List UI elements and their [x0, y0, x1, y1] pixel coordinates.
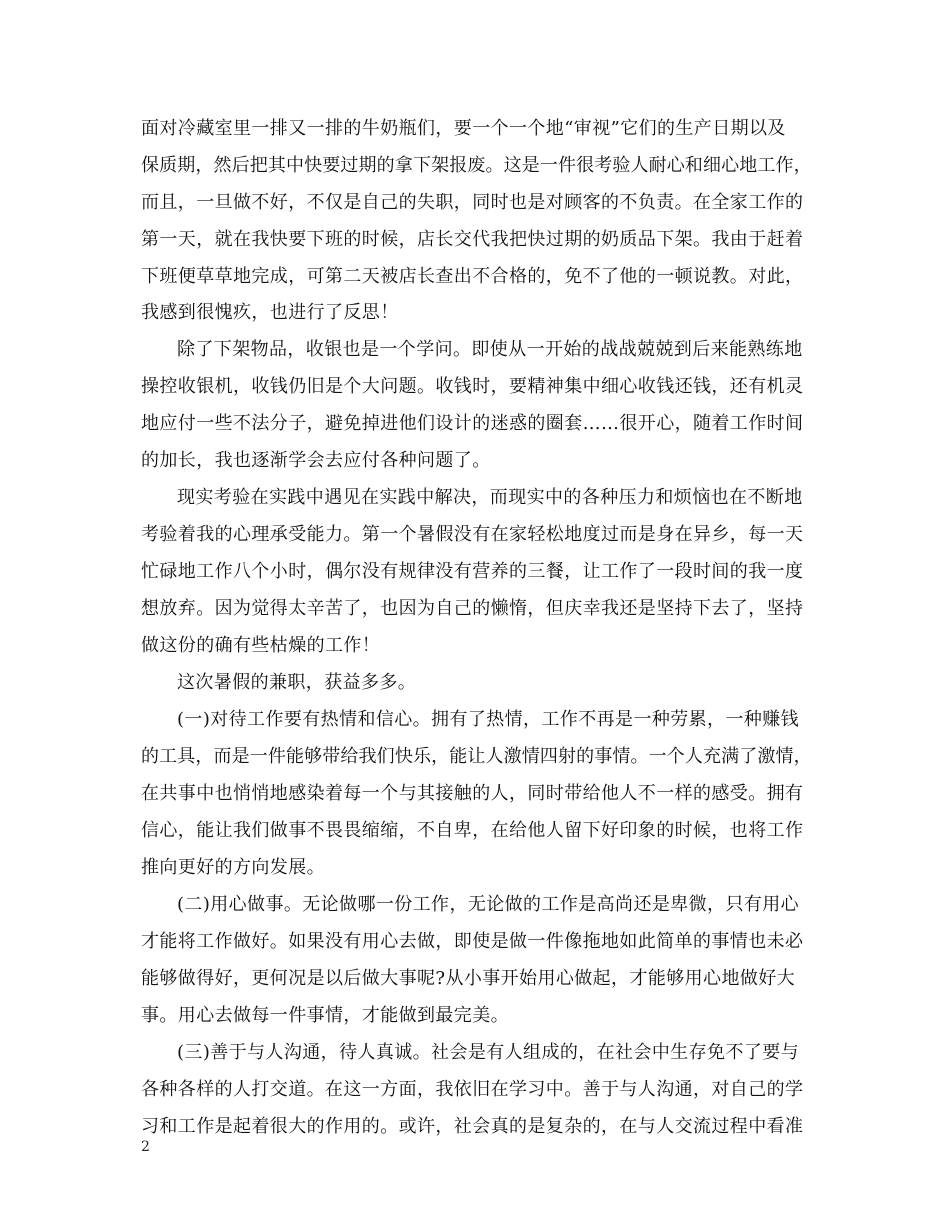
- text-line: 而且，一旦做不好，不仅是自己的失职，同时也是对顾客的不负责。在全家工作的: [141, 192, 804, 213]
- text-line: 的加长，我也逐渐学会去应付各种问题了。: [141, 450, 491, 471]
- paragraph-first-line: (二)用心做事。无论做哪一份工作，无论做的工作是高尚还是卑微，只有用心: [177, 894, 800, 915]
- text-line: 的工具，而是一件能够带给我们快乐，能让人激情四射的事情。一个人充满了激情，: [141, 746, 812, 767]
- text-line: 信心，能让我们做事不畏畏缩缩，不自卑，在给他人留下好印象的时候，也将工作: [141, 820, 804, 841]
- text-line: 操控收银机，收钱仍旧是个大问题。收钱时，要精神集中细心收钱还钱，还有机灵: [141, 376, 804, 397]
- paragraph-first-line: 这次暑假的兼职，获益多多。: [177, 672, 417, 693]
- text-line: 下班便草草地完成，可第二天被店长查出不合格的，免不了他的一顿说教。对此，: [141, 266, 804, 287]
- paragraph-first-line: 现实考验在实践中遇见在实践中解决，而现实中的各种压力和烦恼也在不断地: [177, 487, 803, 508]
- text-line: 想放弃。因为觉得太辛苦了，也因为自己的懒惰，但庆幸我还是坚持下去了，坚持: [141, 598, 804, 619]
- page-number: 2: [141, 1139, 150, 1155]
- text-line: 做这份的确有些枯燥的工作！: [141, 635, 381, 656]
- text-line: 我感到很愧疚，也进行了反思！: [141, 302, 399, 323]
- paragraph-first-line: (三)善于与人沟通，待人真诚。社会是有人组成的，在社会中生存免不了要与: [177, 1042, 800, 1063]
- text-line: 事。用心去做每一件事情，才能做到最完美。: [141, 1005, 509, 1026]
- text-line: 保质期，然后把其中快要过期的拿下架报废。这是一件很考验人耐心和细心地工作，: [141, 155, 812, 176]
- text-line: 面对冷藏室里一排又一排的牛奶瓶们，要一个一个地“审视”它们的生产日期以及: [141, 118, 786, 139]
- text-line: 能够做得好，更何况是以后做大事呢?从小事开始用心做起，才能够用心地做好大: [141, 968, 796, 989]
- text-line: 推向更好的方向发展。: [141, 857, 325, 878]
- text-line: 考验着我的心理承受能力。第一个暑假没有在家轻松地度过而是身在异乡，每一天: [141, 524, 804, 545]
- text-line: 习和工作是起着很大的作用的。或许，社会真的是复杂的，在与人交流过程中看准: [141, 1116, 804, 1137]
- paragraph-first-line: (一)对待工作要有热情和信心。拥有了热情，工作不再是一种劳累，一种赚钱: [177, 709, 800, 730]
- text-line: 各种各样的人打交道。在这一方面，我依旧在学习中。善于与人沟通，对自己的学: [141, 1079, 804, 1100]
- text-line: 地应付一些不法分子，避免掉进他们设计的迷惑的圈套……很开心，随着工作时间: [141, 413, 804, 434]
- text-line: 忙碌地工作八个小时，偶尔没有规律没有营养的三餐，让工作了一段时间的我一度: [141, 561, 804, 582]
- text-line: 第一天，就在我快要下班的时候，店长交代我把快过期的奶质品下架。我由于赶着: [141, 229, 804, 250]
- paragraph-first-line: 除了下架物品，收银也是一个学问。即使从一开始的战战兢兢到后来能熟练地: [177, 339, 803, 360]
- text-line: 在共事中也悄悄地感染着每一个与其接触的人，同时带给他人不一样的感受。拥有: [141, 783, 804, 804]
- text-line: 才能将工作做好。如果没有用心去做，即使是做一件像拖地如此简单的事情也未必: [141, 931, 804, 952]
